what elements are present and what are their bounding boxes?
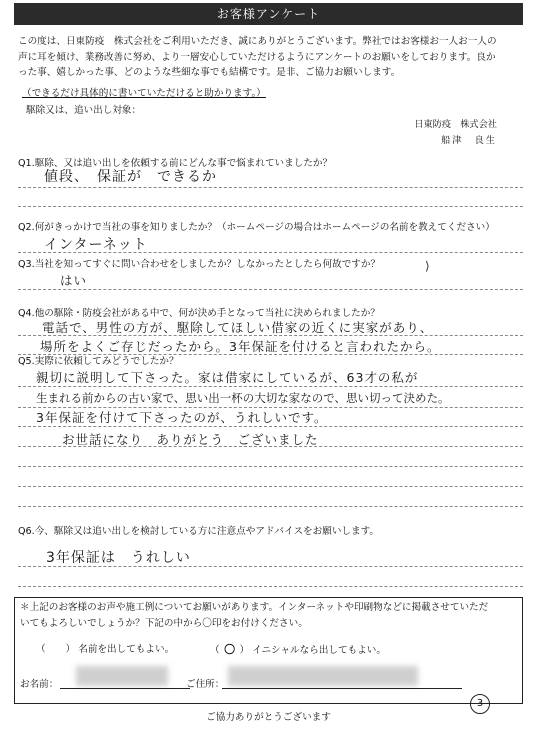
target-label: 駆除又は、追い出し対象： bbox=[26, 105, 142, 116]
answer-rule bbox=[18, 426, 523, 427]
thanks-text: ご協力ありがとうございます bbox=[206, 712, 331, 723]
answer-5-line-1: 親切に説明して下さった。家は借家にしているが、63才の私が bbox=[36, 370, 419, 385]
name-underline bbox=[60, 688, 190, 689]
option-initials-ok[interactable]: （ 〇 ） イニシャルなら出してもよい。 bbox=[210, 643, 386, 656]
answer-4-line-2: 場所をよくご存じだったから。3年保証を付けると言われたから。 bbox=[40, 339, 441, 354]
intro-line: この度は、日東防疫 株式会社をご利用いただき、誠にありがとうございます。弊社ではお客様お一人お一人の bbox=[18, 36, 497, 47]
answer-5-line-4: お世話になり ありがとう ございました bbox=[62, 432, 319, 447]
answer-rule bbox=[18, 466, 523, 467]
check-mark-icon: ⟩ bbox=[425, 259, 430, 273]
answer-rule bbox=[18, 289, 523, 290]
question-4: Q4.他の駆除・防疫会社がある中で、何が決め手となって当社に決められましたか？ bbox=[18, 308, 380, 319]
name-redacted bbox=[76, 666, 168, 686]
notice-line: ＊上記のお客様のお声や施工例についてお願いがあります。インターネットや印刷物などに掲載させていただ bbox=[20, 602, 489, 613]
question-2: Q2.何がきっかけで当社の事を知りましたか？（ホームページの場合はホームページの名前を教えてください） bbox=[18, 222, 495, 233]
address-underline bbox=[222, 688, 462, 689]
page-number: 3 bbox=[470, 694, 490, 714]
answer-1-line-1: 値段、 保証が できるか bbox=[44, 169, 217, 185]
name-label: お名前： bbox=[20, 679, 59, 690]
answer-rule bbox=[18, 386, 523, 387]
answer-5-line-3: 3年保証を付けて下さったのが、うれしいです。 bbox=[36, 410, 328, 425]
notice-line: いてもよろしいでしょうか？下記の中から〇印をお付けください。 bbox=[20, 617, 308, 629]
survey-title: お客様アンケート bbox=[14, 3, 523, 25]
intro-line: った事、嬉しかった事、どのような些細な事でも結構です。是非、ご協力お願いします。 bbox=[18, 67, 401, 78]
answer-rule bbox=[18, 187, 523, 188]
question-3: Q3.当社を知ってすぐに問い合わせをしましたか？しなかったとしたら何故ですか？ bbox=[18, 259, 381, 270]
circle-mark-icon: 〇 bbox=[224, 643, 236, 656]
company-block bbox=[414, 117, 497, 149]
question-5: Q5.実際に依頼してみどうでしたか？ bbox=[18, 356, 179, 367]
intro-note: （できるだけ具体的に書いていただけると助かります。） bbox=[22, 88, 266, 99]
intro-text bbox=[18, 34, 523, 81]
answer-rule bbox=[18, 446, 523, 447]
intro-line: 声に耳を傾け、業務改善に努め、より一層安心していただけるようにアンケートのお願いをしております。良か bbox=[18, 51, 496, 63]
question-1: Q1.駆除、又は追い出しを依頼する前にどんな事で悩まれていましたか？ bbox=[18, 158, 333, 169]
permission-notice bbox=[20, 600, 520, 631]
answer-rule bbox=[18, 335, 523, 336]
answer-rule bbox=[18, 506, 523, 507]
answer-rule bbox=[18, 566, 523, 567]
answer-rule bbox=[18, 486, 523, 487]
answer-6-line-1: 3年保証は うれしい bbox=[46, 550, 191, 566]
answer-3-line-1: はい bbox=[60, 273, 88, 288]
answer-4-line-1: 電話で、男性の方が、駆除してほしい借家の近くに実家があり、 bbox=[42, 320, 434, 335]
question-6: Q6.今、駆除又は追い出しを検討している方に注意点やアドバイスをお願いします。 bbox=[18, 526, 380, 537]
answer-5-line-2: 生まれる前からの古い家で、思い出一杯の大切な家なので、思い切って決めた。 bbox=[36, 391, 450, 405]
option-label: イニシャルなら出してもよい。 bbox=[252, 645, 386, 656]
company-name: 日東防疫 株式会社 bbox=[414, 119, 497, 130]
option-label: 名前を出してもよい。 bbox=[78, 644, 175, 655]
option-name-ok[interactable]: （ ） 名前を出してもよい。 bbox=[36, 644, 175, 655]
address-label: ご住所： bbox=[186, 679, 225, 690]
staff-name: 船津 良生 bbox=[441, 135, 497, 146]
address-redacted bbox=[228, 666, 418, 686]
answer-rule bbox=[18, 586, 523, 587]
answer-rule bbox=[18, 252, 523, 253]
answer-rule bbox=[18, 206, 523, 207]
answer-2-line-1: インターネット bbox=[44, 237, 148, 253]
